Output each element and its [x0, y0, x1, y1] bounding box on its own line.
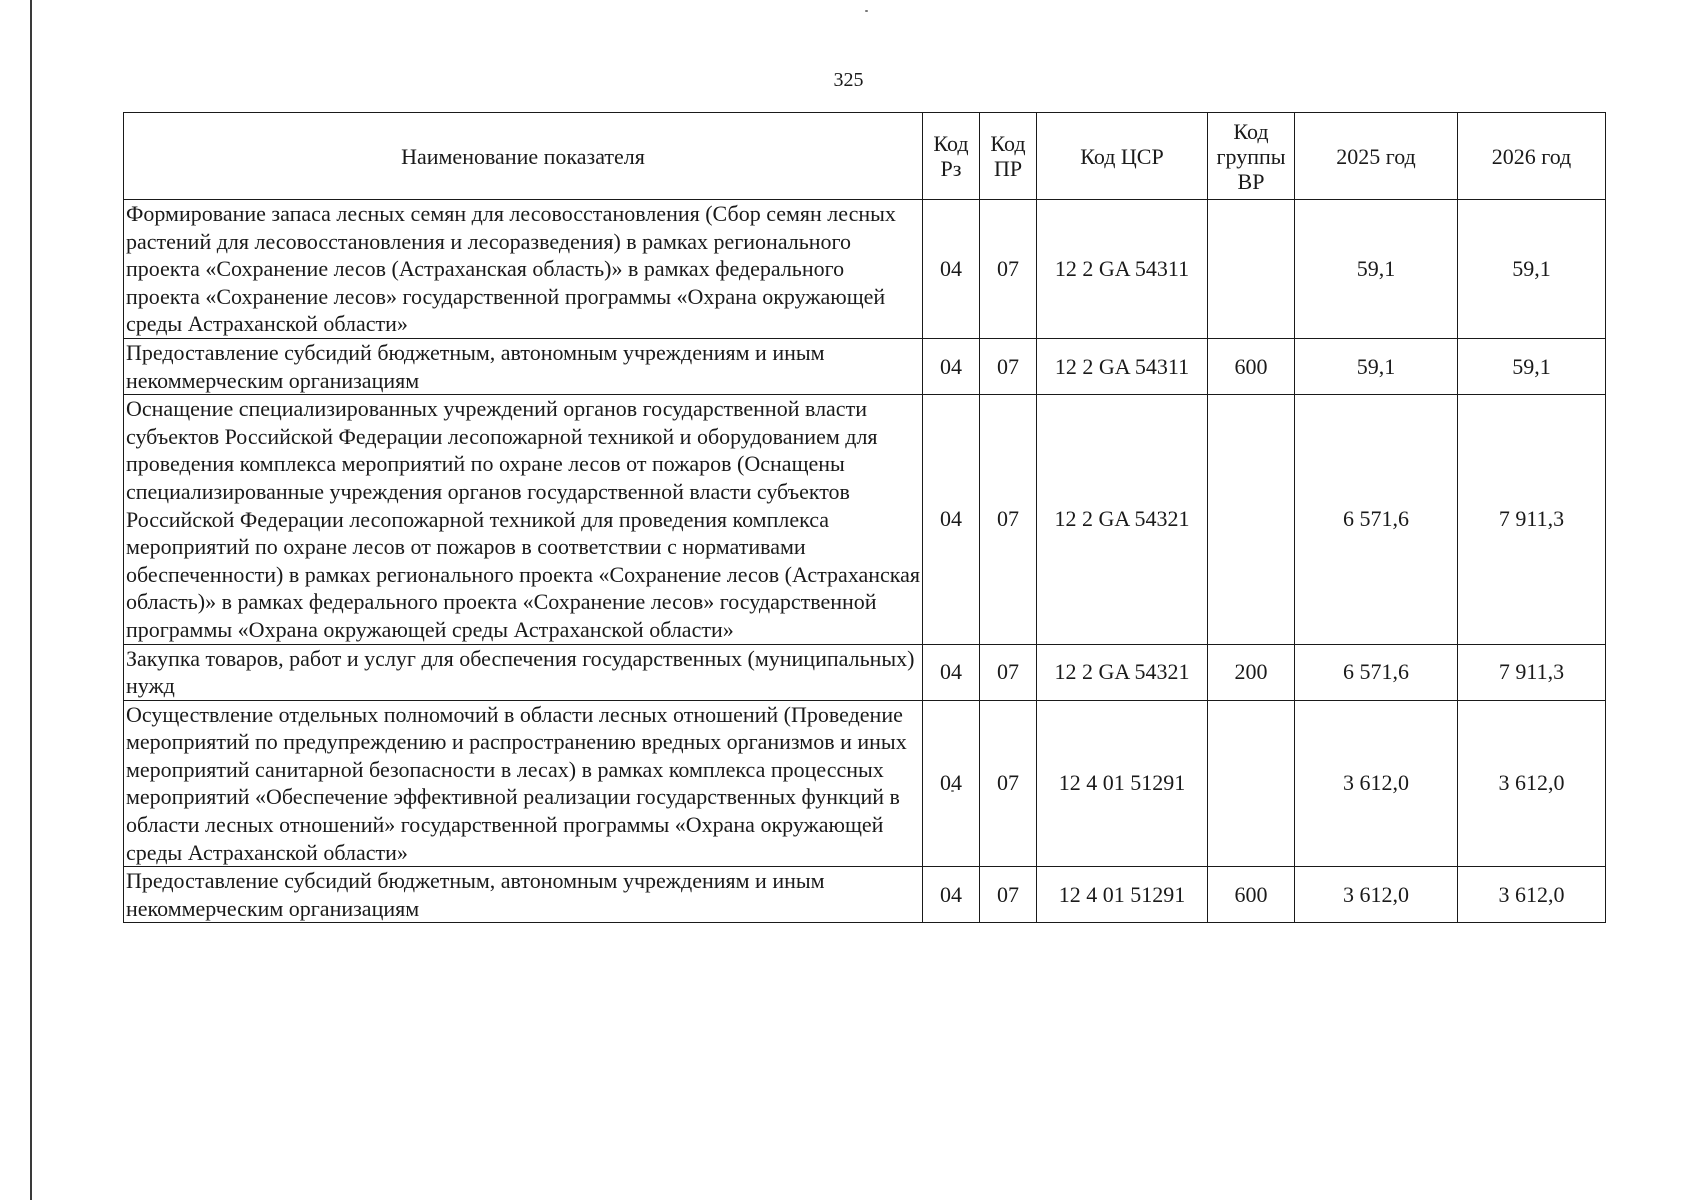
row-rz-code: 04: [923, 395, 980, 644]
row-amount-2025: 3 612,0: [1295, 867, 1458, 923]
row-indicator-name: Предоставление субсидий бюджетным, автономным учреждениям и иным некоммерческим организациям: [124, 867, 923, 923]
row-pr-code: 07: [980, 644, 1037, 700]
table-row: [124, 867, 1606, 923]
row-amount-2026: 7 911,3: [1458, 395, 1606, 644]
table-row: [124, 395, 1606, 644]
row-amount-2026: 7 911,3: [1458, 644, 1606, 700]
row-rz-code: 04: [923, 867, 980, 923]
row-rz-code: 04: [923, 338, 980, 394]
row-pr-code: 07: [980, 200, 1037, 339]
row-indicator-name: Осуществление отдельных полномочий в области лесных отношений (Проведение мероприятий по предупреждению и распространению вредных организмов и иных мероприятий санитарной безопасности в лесах) в рамках комплекса процессных мероприятий «Обеспечение эффективной реализации государственных функций в области лесных отношений» государственной программы «Охрана окружающей среды Астраханской области»: [124, 700, 923, 867]
row-amount-2026: 59,1: [1458, 338, 1606, 394]
row-amount-2026: 3 612,0: [1458, 700, 1606, 867]
table-row: [124, 644, 1606, 700]
row-vr-code: 200: [1208, 644, 1295, 700]
row-vr-code: [1208, 395, 1295, 644]
row-csr-code: 12 2 GA 54321: [1037, 395, 1208, 644]
row-csr-code: 12 4 01 51291: [1037, 867, 1208, 923]
row-pr-code: 07: [980, 395, 1037, 644]
row-amount-2025: 6 571,6: [1295, 395, 1458, 644]
page-number: 325: [833, 69, 864, 91]
row-indicator-name: Закупка товаров, работ и услуг для обеспечения государственных (муниципальных) нужд: [124, 644, 923, 700]
header-vr-code: Код группы ВР: [1208, 113, 1295, 200]
row-pr-code: 07: [980, 338, 1037, 394]
row-amount-2025: 3 612,0: [1295, 700, 1458, 867]
row-indicator-name: Формирование запаса лесных семян для лесовосстановления (Сбор семян лесных растений для лесовосстановления и лесоразведения) в рамках регионального проекта «Сохранение лесов (Астраханская область)» в рамках федерального проекта «Сохранение лесов» государственной программы «Охрана окружающей среды Астраханской области»: [124, 200, 923, 339]
row-pr-code: 07: [980, 700, 1037, 867]
header-year-2025: 2025 год: [1295, 113, 1458, 200]
row-csr-code: 12 2 GA 54321: [1037, 644, 1208, 700]
table-row: [124, 338, 1606, 394]
row-vr-code: 600: [1208, 867, 1295, 923]
row-csr-code: 12 2 GA 54311: [1037, 338, 1208, 394]
header-csr-code: Код ЦСР: [1037, 113, 1208, 200]
row-rz-code: 04: [923, 200, 980, 339]
row-amount-2026: 59,1: [1458, 200, 1606, 339]
row-vr-code: [1208, 700, 1295, 867]
table-row: [124, 700, 1606, 867]
row-amount-2025: 6 571,6: [1295, 644, 1458, 700]
row-rz-code: 04: [923, 700, 980, 867]
budget-table: [123, 112, 1606, 923]
row-vr-code: 600: [1208, 338, 1295, 394]
header-year-2026: 2026 год: [1458, 113, 1606, 200]
header-rz-code: Код Рз: [923, 113, 980, 200]
row-amount-2025: 59,1: [1295, 338, 1458, 394]
table-row: [124, 200, 1606, 339]
row-csr-code: 12 2 GA 54311: [1037, 200, 1208, 339]
row-csr-code: 12 4 01 51291: [1037, 700, 1208, 867]
scan-edge-line: [30, 0, 32, 1200]
row-indicator-name: Оснащение специализированных учреждений органов государственной власти субъектов Российской Федерации лесопожарной техникой и оборудованием для проведения комплекса мероприятий по охране лесов от пожаров (Оснащены специализированные учреждения органов государственной власти субъектов Российской Федерации лесопожарной техникой для проведения комплекса мероприятий по охране лесов от пожаров в соответствии с нормативами обеспеченности) в рамках регионального проекта «Сохранение лесов (Астраханская область)» в рамках федерального проекта «Сохранение лесов» государственной программы «Охрана окружающей среды Астраханской области»: [124, 395, 923, 644]
row-amount-2026: 3 612,0: [1458, 867, 1606, 923]
row-vr-code: [1208, 200, 1295, 339]
row-pr-code: 07: [980, 867, 1037, 923]
row-rz-code: 04: [923, 644, 980, 700]
header-pr-code: Код ПР: [980, 113, 1037, 200]
row-amount-2025: 59,1: [1295, 200, 1458, 339]
table-header-row: [124, 113, 1606, 200]
header-indicator-name: Наименование показателя: [124, 113, 923, 200]
row-indicator-name: Предоставление субсидий бюджетным, автономным учреждениям и иным некоммерческим организациям: [124, 338, 923, 394]
scan-speck: [865, 10, 868, 12]
